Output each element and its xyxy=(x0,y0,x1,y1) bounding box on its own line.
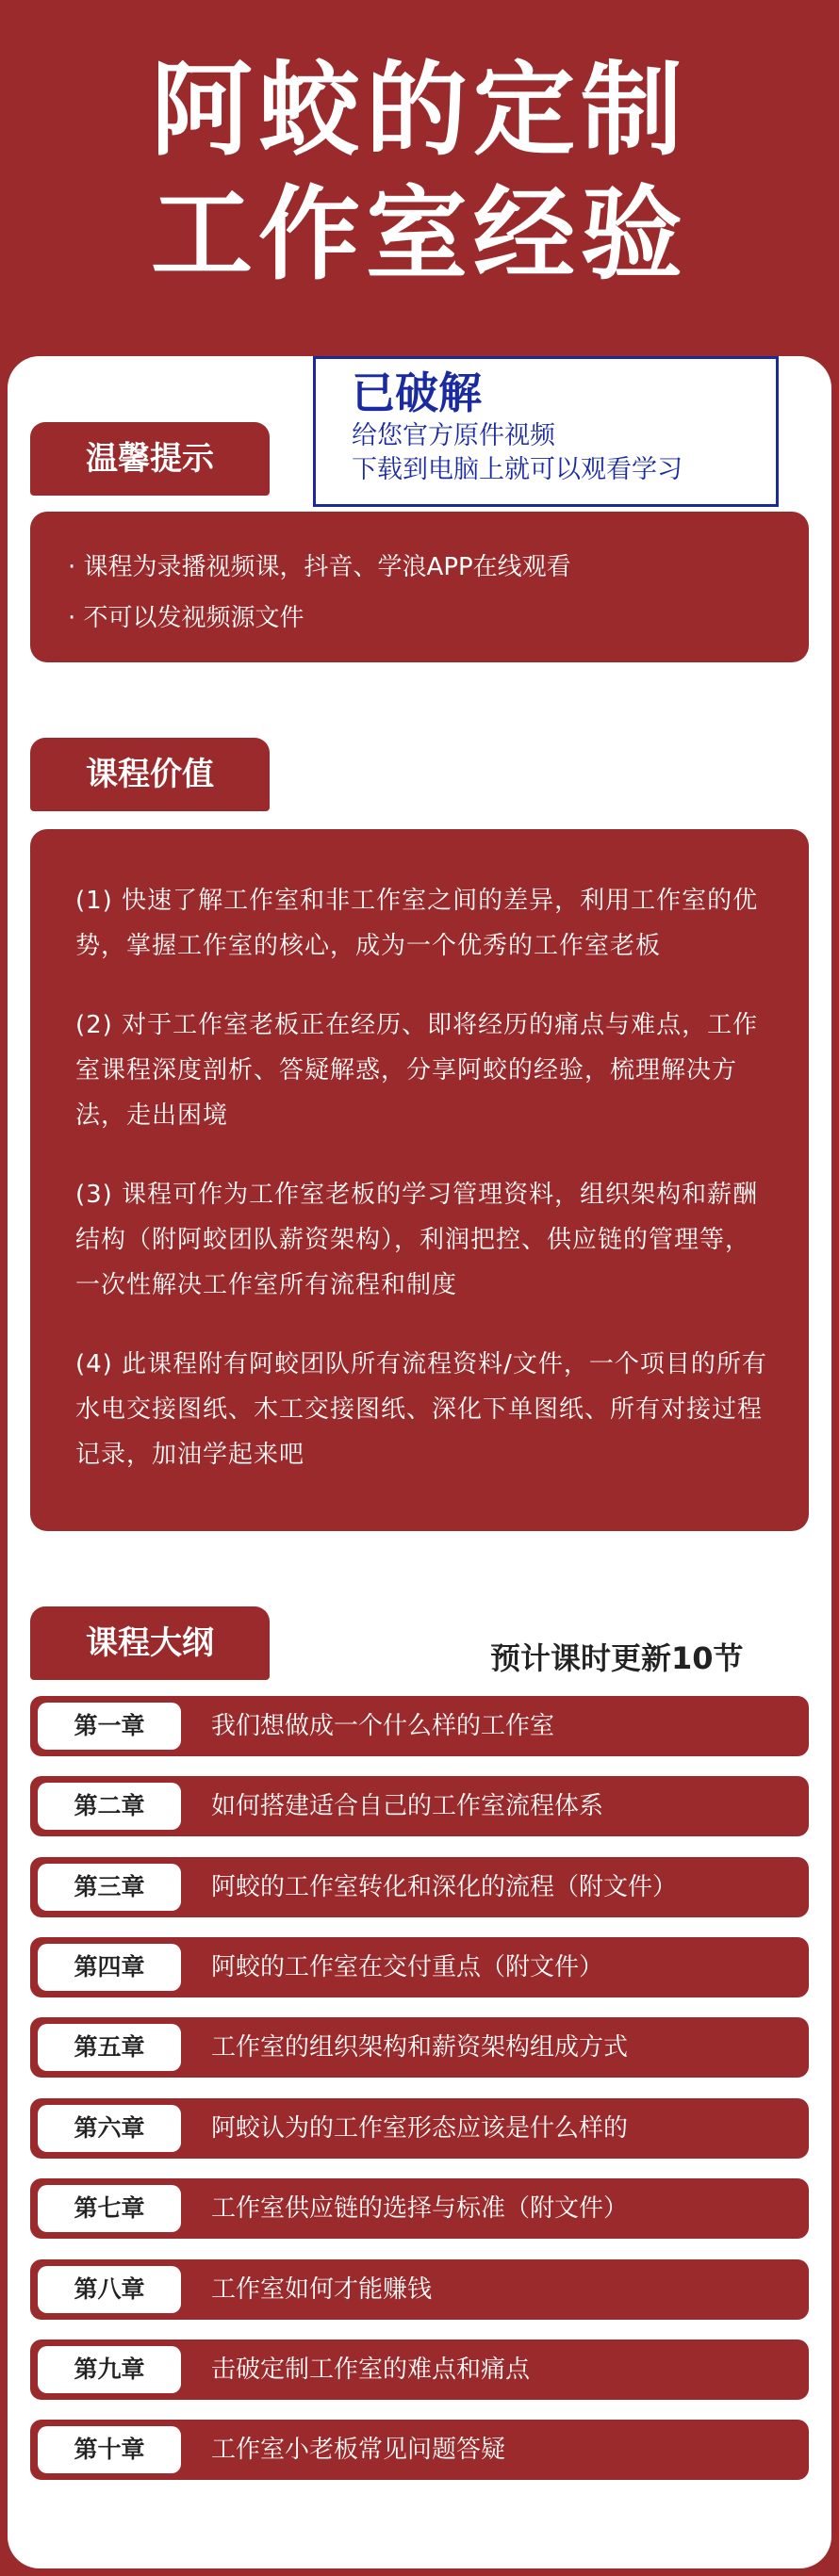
crack-notice-line2: 下载到电脑上就可以观看学习 xyxy=(352,455,683,484)
value-item: (1) 快速了解工作室和非工作室之间的差异，利用工作室的优势，掌握工作室的核心，成为一个优秀的工作室老板 xyxy=(75,887,759,960)
hero-title-line2: 工作室经验 xyxy=(150,176,688,294)
tip-item: · 不可以发视频源文件 xyxy=(68,604,304,632)
chapter-label: 第二章 xyxy=(38,1783,181,1830)
outline-note: 预计课时更新10节 xyxy=(490,1640,744,1676)
chapter-row xyxy=(30,2017,809,2078)
chapter-row xyxy=(30,1937,809,1997)
chapter-title: 如何搭建适合自己的工作室流程体系 xyxy=(211,1792,604,1820)
hero-banner xyxy=(0,0,839,358)
outline-heading: 课程大纲 xyxy=(30,1606,270,1680)
chapter-row xyxy=(30,2098,809,2159)
hero-title-line1: 阿蛟的定制 xyxy=(150,52,688,170)
value-heading: 课程价值 xyxy=(30,738,270,811)
value-item: (3) 课程可作为工作室老板的学习管理资料，组织架构和薪酬结构（附阿蛟团队薪资架构），利润把控、供应链的管理等，一次性解决工作室所有流程和制度 xyxy=(75,1181,759,1299)
chapter-label: 第八章 xyxy=(38,2266,181,2313)
chapter-row xyxy=(30,2259,809,2320)
value-item: (4) 此课程附有阿蛟团队所有流程资料/文件，一个项目的所有水电交接图纸、木工交接图纸、深化下单图纸、所有对接过程记录，加油学起来吧 xyxy=(75,1350,767,1469)
chapter-label: 第四章 xyxy=(38,1944,181,1991)
chapter-title: 阿蛟的工作室在交付重点（附文件） xyxy=(211,1953,604,1981)
chapter-row xyxy=(30,2340,809,2400)
chapter-label: 第十章 xyxy=(38,2426,181,2473)
crack-notice xyxy=(313,356,779,507)
chapter-title: 工作室如何才能赚钱 xyxy=(211,2275,433,2304)
crack-notice-title: 已破解 xyxy=(352,367,482,418)
chapter-label: 第一章 xyxy=(38,1703,181,1750)
chapter-title: 工作室供应链的选择与标准（附文件） xyxy=(211,2194,629,2223)
chapter-label: 第五章 xyxy=(38,2024,181,2071)
chapter-row xyxy=(30,1857,809,1917)
chapter-title: 工作室的组织架构和薪资架构组成方式 xyxy=(211,2033,629,2062)
chapter-title: 击破定制工作室的难点和痛点 xyxy=(211,2356,531,2384)
chapter-title: 我们想做成一个什么样的工作室 xyxy=(211,1712,555,1740)
chapter-label: 第七章 xyxy=(38,2185,181,2232)
chapter-row xyxy=(30,1696,809,1756)
chapter-label: 第三章 xyxy=(38,1864,181,1911)
value-item: (2) 对于工作室老板正在经历、即将经历的痛点与难点，工作室课程深度剖析、答疑解惑，分享阿蛟的经验，梳理解决方法，走出困境 xyxy=(75,1011,759,1130)
chapter-title: 工作室小老板常见问题答疑 xyxy=(211,2436,506,2464)
chapter-row xyxy=(30,2178,809,2239)
crack-notice-line1: 给您官方原件视频 xyxy=(352,421,555,450)
chapter-label: 第九章 xyxy=(38,2346,181,2393)
chapter-title: 阿蛟认为的工作室形态应该是什么样的 xyxy=(211,2114,629,2143)
chapter-row xyxy=(30,1776,809,1836)
tips-card xyxy=(30,512,809,662)
chapter-row xyxy=(30,2420,809,2480)
chapter-label: 第六章 xyxy=(38,2105,181,2152)
value-card xyxy=(30,829,809,1531)
tips-heading: 温馨提示 xyxy=(30,422,270,496)
chapter-title: 阿蛟的工作室转化和深化的流程（附文件） xyxy=(211,1873,678,1901)
tip-item: · 课程为录播视频课，抖音、学浪APP在线观看 xyxy=(68,553,571,581)
